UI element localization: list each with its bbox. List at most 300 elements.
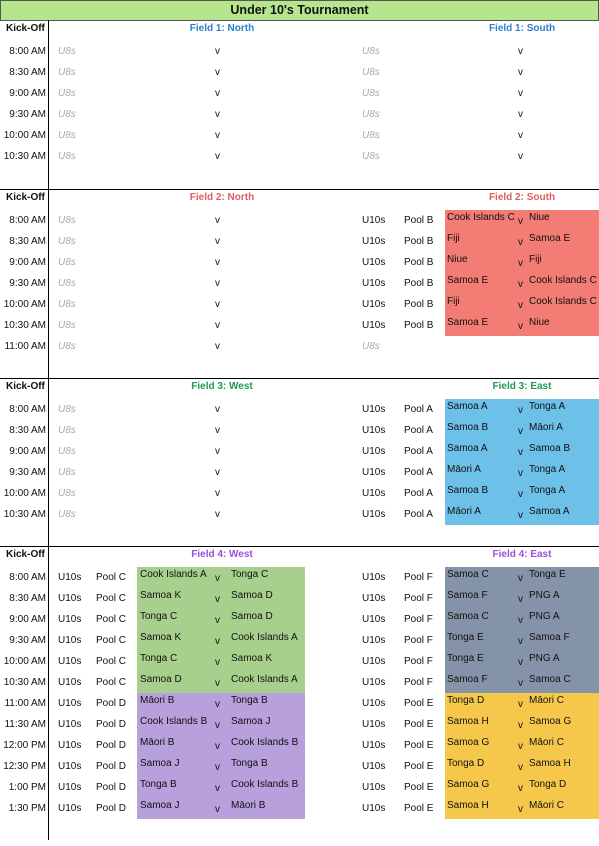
away-team: Cook Islands B [231,779,299,790]
versus-label: v [215,467,220,478]
schedule-row [0,210,599,231]
schedule-row [0,336,599,357]
versus-label: v [215,257,220,268]
home-team: Cook Islands B [140,716,208,727]
home-team: Samoa G [447,737,490,748]
kickoff-time: 10:00 AM [3,299,46,310]
age-group: U8s [58,151,76,162]
kickoff-time: 9:30 AM [9,467,46,478]
home-team: Cook Islands A [140,569,207,580]
versus-label: v [518,130,523,141]
away-team: Samoa E [529,233,571,244]
versus-label: v [518,741,523,752]
pool-label: Pool A [404,467,433,478]
versus-label: v [215,636,220,647]
kickoff-time: 9:30 AM [9,109,46,120]
versus-label: v [518,216,523,227]
versus-label: v [215,425,220,436]
kickoff-time: 10:30 AM [3,151,46,162]
pool-label: Pool E [404,719,434,730]
schedule-row [0,104,599,125]
age-group: U10s [362,635,386,646]
pool-label: Pool A [404,488,433,499]
home-team: Samoa B [447,485,489,496]
versus-label: v [215,341,220,352]
away-team: Tonga B [231,758,268,769]
versus-label: v [518,489,523,500]
age-group: U10s [362,593,386,604]
pool-label: Pool F [404,635,433,646]
schedule-row [0,588,599,609]
age-group: U10s [362,761,386,772]
field-header-left: Field 2: North [189,192,255,203]
versus-label: v [215,804,220,815]
home-team: Samoa F [447,590,488,601]
age-group: U8s [58,109,76,120]
versus-label: v [518,447,523,458]
away-team: Samoa A [529,506,570,517]
pool-label: Pool C [96,656,127,667]
home-team: Samoa A [447,401,488,412]
age-group: U8s [362,67,380,78]
versus-label: v [215,573,220,584]
away-team: Tonga A [529,401,566,412]
pool-label: Pool B [404,215,434,226]
age-group: U10s [362,299,386,310]
age-group: U8s [58,488,76,499]
age-group: U10s [58,782,82,793]
away-team: Māori C [529,800,565,811]
versus-label: v [215,615,220,626]
schedule-row [0,462,599,483]
away-team: Samoa H [529,758,571,769]
versus-label: v [215,109,220,120]
page-title: Under 10's Tournament [0,0,599,21]
age-group: U10s [362,656,386,667]
age-group: U10s [362,236,386,247]
pool-label: Pool D [96,761,127,772]
versus-label: v [215,130,220,141]
versus-label: v [215,741,220,752]
versus-label: v [518,88,523,99]
pool-label: Pool D [96,719,127,730]
schedule-row [0,441,599,462]
age-group: U10s [58,761,82,772]
away-team: Tonga D [529,779,567,790]
home-team: Tonga C [140,611,178,622]
kickoff-time: 8:30 AM [9,425,46,436]
away-team: Niue [529,212,550,223]
home-team: Samoa J [140,758,180,769]
versus-label: v [215,488,220,499]
home-team: Samoa F [447,674,488,685]
home-team: Tonga E [447,653,484,664]
away-team: Tonga C [231,569,269,580]
age-group: U8s [58,425,76,436]
schedule-row [0,672,599,693]
versus-label: v [518,67,523,78]
age-group: U10s [58,719,82,730]
away-team: Samoa F [529,632,570,643]
schedule-row [0,399,599,420]
versus-label: v [215,509,220,520]
kickoff-time: 10:00 AM [3,130,46,141]
schedule-row [0,735,599,756]
home-team: Māori B [140,737,175,748]
pool-label: Pool E [404,740,434,751]
schedule-row [0,483,599,504]
age-group: U8s [362,46,380,57]
versus-label: v [518,426,523,437]
pool-label: Pool F [404,677,433,688]
home-team: Māori A [447,506,481,517]
age-group: U8s [362,88,380,99]
versus-label: v [518,151,523,162]
away-team: PNG A [529,653,560,664]
schedule-row [0,125,599,146]
schedule-row [0,630,599,651]
age-group: U10s [362,740,386,751]
home-team: Tonga B [140,779,177,790]
age-group: U10s [58,572,82,583]
kickoff-time: 9:30 AM [9,635,46,646]
kickoff-time: 10:30 AM [3,509,46,520]
schedule-row [0,693,599,714]
kickoff-time: 11:00 AM [4,341,46,352]
versus-label: v [215,236,220,247]
pool-label: Pool F [404,572,433,583]
schedule-row [0,567,599,588]
versus-label: v [518,405,523,416]
schedule-row [0,146,599,167]
versus-label: v [215,699,220,710]
age-group: U8s [58,130,76,141]
pool-label: Pool C [96,635,127,646]
age-group: U10s [58,803,82,814]
home-team: Tonga D [447,695,485,706]
home-team: Fiji [447,296,460,307]
age-group: U10s [362,572,386,583]
field-header-right: Field 1: South [488,23,556,34]
pool-label: Pool D [96,740,127,751]
age-group: U10s [362,698,386,709]
home-team: Fiji [447,233,460,244]
pool-label: Pool F [404,593,433,604]
pool-label: Pool E [404,782,434,793]
schedule-row [0,420,599,441]
kickoff-time: 8:00 AM [9,46,46,57]
home-team: Tonga D [447,758,485,769]
versus-label: v [518,615,523,626]
home-team: Samoa G [447,779,490,790]
home-team: Samoa B [447,422,489,433]
away-team: Cook Islands C [529,296,597,307]
versus-label: v [215,320,220,331]
kickoff-header: Kick-Off [6,549,45,560]
age-group: U10s [58,677,82,688]
versus-label: v [518,762,523,773]
kickoff-time: 11:30 AM [4,719,46,730]
age-group: U8s [58,257,76,268]
versus-label: v [518,300,523,311]
home-team: Niue [447,254,468,265]
schedule-row [0,315,599,336]
age-group: U8s [58,236,76,247]
away-team: Samoa D [231,590,273,601]
versus-label: v [215,446,220,457]
away-team: Tonga A [529,464,566,475]
schedule-row [0,756,599,777]
pool-label: Pool A [404,509,433,520]
versus-label: v [215,215,220,226]
kickoff-time: 9:00 AM [9,614,46,625]
schedule-row [0,714,599,735]
schedule-row [0,252,599,273]
kickoff-time: 9:00 AM [9,446,46,457]
age-group: U10s [362,488,386,499]
away-team: Fiji [529,254,542,265]
home-team: Māori A [447,464,481,475]
kickoff-time: 11:00 AM [4,698,46,709]
age-group: U10s [362,257,386,268]
home-team: Samoa H [447,716,489,727]
kickoff-time: 1:00 PM [8,782,46,793]
versus-label: v [215,594,220,605]
pool-label: Pool A [404,404,433,415]
kickoff-header: Kick-Off [6,23,45,34]
age-group: U10s [362,425,386,436]
age-group: U10s [58,593,82,604]
schedule-row [0,609,599,630]
versus-label: v [215,678,220,689]
age-group: U8s [362,109,380,120]
away-team: Samoa J [231,716,271,727]
versus-label: v [215,278,220,289]
home-team: Samoa C [447,611,489,622]
schedule-row [0,41,599,62]
home-team: Samoa H [447,800,489,811]
home-team: Cook Islands C [447,212,515,223]
schedule-row [0,777,599,798]
age-group: U8s [58,67,76,78]
versus-label: v [518,109,523,120]
kickoff-time: 9:00 AM [9,88,46,99]
age-group: U8s [58,467,76,478]
schedule-row [0,798,599,819]
away-team: Cook Islands B [231,737,299,748]
field-header-left: Field 1: North [189,23,255,34]
age-group: U8s [362,341,380,352]
schedule-row [0,273,599,294]
age-group: U8s [362,130,380,141]
pool-label: Pool E [404,698,434,709]
away-team: Cook Islands A [231,632,298,643]
age-group: U8s [58,341,76,352]
versus-label: v [518,279,523,290]
versus-label: v [215,151,220,162]
kickoff-header: Kick-Off [6,381,45,392]
away-team: Cook Islands A [231,674,298,685]
versus-label: v [215,762,220,773]
pool-label: Pool B [404,299,434,310]
age-group: U8s [58,215,76,226]
away-team: Samoa B [529,443,571,454]
versus-label: v [518,657,523,668]
versus-label: v [518,46,523,57]
schedule-row [0,83,599,104]
away-team: Samoa K [231,653,273,664]
versus-label: v [518,258,523,269]
away-team: Māori C [529,737,565,748]
kickoff-header: Kick-Off [6,192,45,203]
age-group: U10s [58,635,82,646]
age-group: U8s [58,509,76,520]
pool-label: Pool B [404,278,434,289]
kickoff-time: 12:00 PM [3,740,46,751]
versus-label: v [518,783,523,794]
age-group: U10s [362,404,386,415]
away-team: Cook Islands C [529,275,597,286]
kickoff-time: 9:00 AM [9,257,46,268]
away-team: Niue [529,317,550,328]
pool-label: Pool C [96,572,127,583]
versus-label: v [518,237,523,248]
versus-label: v [518,636,523,647]
age-group: U10s [362,782,386,793]
home-team: Samoa E [447,275,489,286]
age-group: U8s [58,278,76,289]
away-team: PNG A [529,611,560,622]
home-team: Samoa J [140,800,180,811]
pool-label: Pool C [96,677,127,688]
age-group: U8s [58,299,76,310]
field-header-right: Field 2: South [488,192,556,203]
pool-label: Pool E [404,761,434,772]
versus-label: v [518,468,523,479]
kickoff-time: 12:30 PM [3,761,46,772]
pool-label: Pool D [96,782,127,793]
field-header-left: Field 3: West [191,381,253,392]
kickoff-time: 8:00 AM [9,572,46,583]
home-team: Samoa K [140,632,182,643]
age-group: U8s [58,320,76,331]
age-group: U10s [58,656,82,667]
pool-label: Pool A [404,425,433,436]
pool-label: Pool C [96,593,127,604]
away-team: Māori A [529,422,563,433]
away-team: PNG A [529,590,560,601]
versus-label: v [518,321,523,332]
versus-label: v [518,804,523,815]
home-team: Tonga E [447,632,484,643]
pool-label: Pool F [404,656,433,667]
age-group: U10s [362,614,386,625]
age-group: U10s [362,215,386,226]
age-group: U10s [362,677,386,688]
home-team: Samoa E [447,317,489,328]
away-team: Māori C [529,695,565,706]
pool-label: Pool B [404,236,434,247]
kickoff-time: 1:30 PM [8,803,46,814]
away-team: Samoa G [529,716,572,727]
schedule-row [0,294,599,315]
schedule-row [0,62,599,83]
kickoff-time: 10:00 AM [3,488,46,499]
schedule-row [0,231,599,252]
away-team: Samoa C [529,674,571,685]
away-team: Tonga A [529,485,566,496]
kickoff-time: 8:30 AM [9,593,46,604]
schedule-row [0,651,599,672]
pool-label: Pool C [96,614,127,625]
versus-label: v [518,678,523,689]
schedule-row [0,504,599,525]
field-header-right: Field 4: East [492,549,552,560]
versus-label: v [215,299,220,310]
versus-label: v [518,510,523,521]
pool-label: Pool B [404,257,434,268]
pool-label: Pool A [404,446,433,457]
age-group: U10s [362,320,386,331]
field-header-left: Field 4: West [191,549,253,560]
field-section [0,546,599,846]
age-group: U8s [58,404,76,415]
home-team: Samoa K [140,590,182,601]
versus-label: v [215,67,220,78]
pool-label: Pool B [404,320,434,331]
versus-label: v [518,573,523,584]
kickoff-time: 10:00 AM [3,656,46,667]
pool-label: Pool F [404,614,433,625]
versus-label: v [215,88,220,99]
away-team: Tonga B [231,695,268,706]
pool-label: Pool D [96,698,127,709]
kickoff-time: 10:30 AM [3,320,46,331]
field-header-right: Field 3: East [492,381,552,392]
home-team: Māori B [140,695,175,706]
home-team: Samoa A [447,443,488,454]
versus-label: v [518,720,523,731]
kickoff-time: 9:30 AM [9,278,46,289]
age-group: U10s [362,803,386,814]
kickoff-time: 8:00 AM [9,215,46,226]
versus-label: v [518,699,523,710]
kickoff-time: 8:30 AM [9,236,46,247]
versus-label: v [518,594,523,605]
age-group: U10s [58,698,82,709]
away-team: Tonga E [529,569,566,580]
age-group: U10s [362,719,386,730]
age-group: U10s [362,446,386,457]
pool-label: Pool E [404,803,434,814]
home-team: Tonga C [140,653,178,664]
versus-label: v [215,657,220,668]
versus-label: v [215,720,220,731]
pool-label: Pool D [96,803,127,814]
versus-label: v [215,404,220,415]
home-team: Samoa C [447,569,489,580]
age-group: U8s [58,88,76,99]
age-group: U8s [58,446,76,457]
age-group: U10s [58,614,82,625]
versus-label: v [215,783,220,794]
age-group: U8s [58,46,76,57]
age-group: U8s [362,151,380,162]
age-group: U10s [362,278,386,289]
home-team: Samoa D [140,674,182,685]
kickoff-time: 8:30 AM [9,67,46,78]
kickoff-time: 8:00 AM [9,404,46,415]
